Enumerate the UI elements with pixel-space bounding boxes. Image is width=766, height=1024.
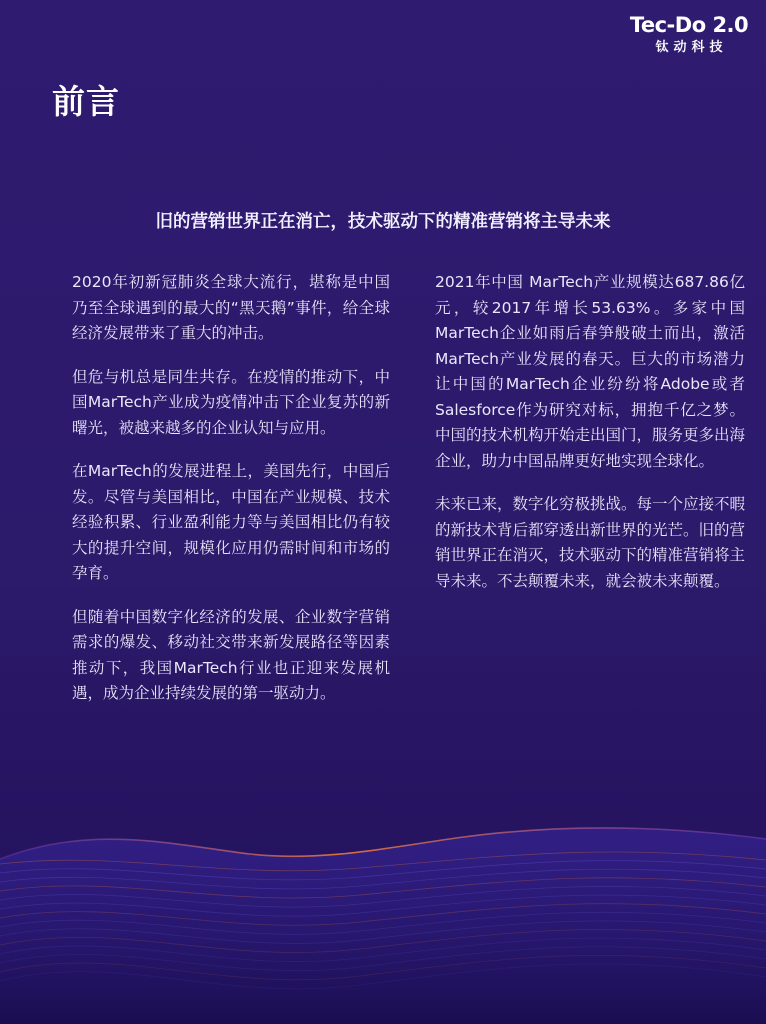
right-text-column <box>435 270 745 612</box>
decorative-wave-graphic <box>0 764 766 1024</box>
logo-chinese-name: 钛动科技 <box>655 40 728 55</box>
logo-wordmark: Tec-Do 2.0 <box>629 13 749 37</box>
section-subtitle: 旧的营销世界正在消亡，技术驱动下的精准营销将主导未来 <box>155 212 611 232</box>
paragraph: 2021年中国 MarTech产业规模达687.86亿元，较2017年增长53.63%。多家中国MarTech企业如雨后春笋般破土而出，激活MarTech产业发展的春天。巨大的市场潜力让中国的MarTech企业纷纷将Adobe或者Salesforce作为研究对标，拥抱千亿之梦。中国的技术机构开始走出国门，服务更多出海企业，助力中国品牌更好地实现全球化。 <box>435 273 746 470</box>
paragraph: 未来已来，数字化穷极挑战。每一个应接不暇的新技术背后都穿透出新世界的光芒。旧的营销世界正在消灭，技术驱动下的精准营销将主导未来。不去颠覆未来，就会被未来颠覆。 <box>435 495 746 590</box>
paragraph: 但危与机总是同生共存。在疫情的推动下，中国MarTech产业成为疫情冲击下企业复苏的新曙光，被越来越多的企业认知与应用。 <box>72 367 390 437</box>
paragraph: 在MarTech的发展进程上，美国先行，中国后发。尽管与美国相比，中国在产业规模、技术经验积累、行业盈利能力等与美国相比仍有较大的提升空间，规模化应用仍需时间和市场的孕育。 <box>72 462 390 582</box>
left-text-column <box>72 270 390 725</box>
paragraph: 2020年初新冠肺炎全球大流行，堪称是中国乃至全球遇到的最大的“黑天鹅”事件，给全球经济发展带来了重大的冲击。 <box>72 273 390 342</box>
page-title: 前言 <box>52 82 120 121</box>
brand-logo <box>628 12 750 57</box>
wave-fill <box>0 828 766 1024</box>
paragraph: 但随着中国数字化经济的发展、企业数字营销需求的爆发、移动社交带来新发展路径等因素推动下，我国MarTech行业也正迎来发展机遇，成为企业持续发展的第一驱动力。 <box>72 607 390 702</box>
